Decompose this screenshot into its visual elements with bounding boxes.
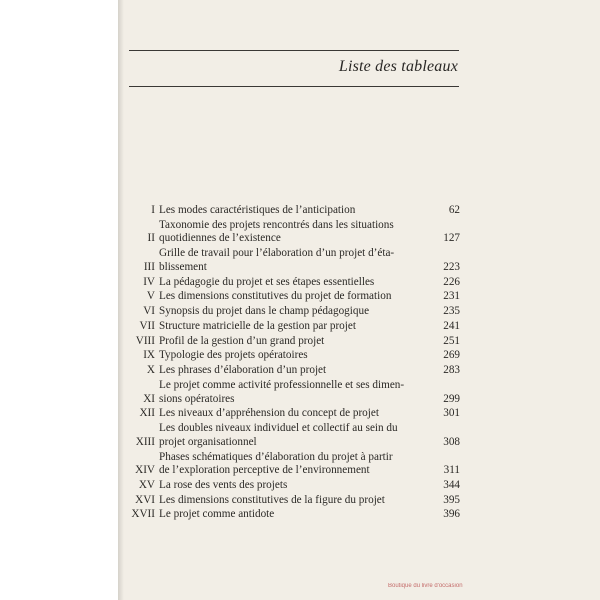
table-title-line: blissement	[159, 260, 207, 273]
table-title	[159, 422, 426, 449]
page-number: 62	[448, 204, 460, 216]
list-item	[120, 349, 460, 363]
list-item	[120, 364, 460, 378]
page-number: 269	[443, 349, 460, 362]
page-number: 231	[443, 290, 460, 303]
page-number: 235	[443, 305, 460, 318]
list-item	[120, 494, 460, 508]
list-item	[120, 422, 460, 449]
table-title	[159, 335, 426, 349]
table-number: XII	[139, 407, 155, 420]
table-title	[159, 305, 426, 319]
page-number: 308	[443, 435, 460, 448]
list-item	[120, 320, 460, 334]
table-title-line: de l’exploration perceptive de l’environnement	[159, 464, 370, 477]
table-title-line: Le projet comme activité professionnelle et ses dimen-	[159, 379, 405, 391]
list-item	[120, 379, 460, 406]
page-number: 283	[443, 364, 460, 377]
list-item	[120, 335, 460, 349]
table-title-line: Structure matricielle de la gestion par projet	[159, 319, 356, 332]
table-title	[159, 364, 426, 378]
list-item	[120, 247, 460, 274]
page-number: 344	[443, 478, 460, 491]
table-title-line: Les dimensions constitutives du projet de formation	[159, 290, 392, 303]
list-item	[120, 305, 460, 319]
list-item	[120, 407, 460, 421]
table-title	[159, 379, 426, 406]
table-title-line: Taxonomie des projets rencontrés dans les situations	[159, 218, 394, 231]
page-number: 311	[443, 464, 460, 477]
table-title	[159, 349, 426, 363]
list-item	[120, 219, 460, 246]
table-title-line: Grille de travail pour l’élaboration d’un projet d’éta-	[159, 247, 395, 260]
list-item	[120, 451, 460, 478]
table-title	[159, 508, 426, 522]
table-title	[159, 276, 426, 290]
table-number: XI	[143, 392, 155, 405]
table-title	[159, 219, 426, 246]
list-item	[120, 276, 460, 290]
table-number: XIII	[135, 435, 155, 448]
table-title	[159, 479, 426, 493]
table-number: VII	[139, 319, 155, 332]
page-number: 395	[443, 493, 460, 506]
table-number: X	[146, 364, 155, 377]
page-title: Liste des tableaux	[338, 58, 458, 75]
table-number: XVI	[135, 493, 155, 506]
list-item	[120, 204, 460, 218]
table-title	[159, 204, 426, 218]
page-number: 226	[443, 275, 460, 288]
table-number: II	[147, 232, 155, 245]
page-number: 251	[443, 334, 460, 347]
table-title-line: projet organisationnel	[159, 435, 257, 448]
table-title	[159, 247, 426, 274]
page-number: 299	[443, 392, 460, 405]
list-item	[120, 508, 460, 522]
table-number: IX	[143, 349, 155, 362]
table-title-line: Les niveaux d’appréhension du concept de projet	[159, 407, 379, 420]
table-title	[159, 494, 426, 508]
table-number: I	[151, 204, 155, 216]
table-title-line: Le projet comme antidote	[159, 508, 275, 521]
table-title	[159, 290, 426, 304]
table-title-line: Les doubles niveaux individuel et collectif au sein du	[159, 422, 398, 435]
table-title	[159, 451, 426, 478]
list-item	[120, 479, 460, 493]
list-item	[120, 290, 460, 304]
table-number: III	[143, 260, 155, 273]
table-list	[120, 204, 460, 523]
header-rule	[129, 86, 459, 87]
table-number: XVII	[131, 508, 155, 521]
table-title-line: La pédagogie du projet et ses étapes essentielles	[159, 275, 375, 288]
table-title-line: Phases schématiques d’élaboration du projet à partir	[159, 450, 393, 463]
table-title-line: Profil de la gestion d’un grand projet	[159, 334, 325, 347]
table-title	[159, 320, 426, 334]
table-title-line: Synopsis du projet dans le champ pédagogique	[159, 305, 370, 318]
top-rule	[129, 50, 459, 51]
page-number: 223	[443, 260, 460, 273]
watermark-text: Boutique du livre d'occasion	[388, 583, 463, 589]
page-number: 396	[443, 508, 460, 521]
table-title-line: Les dimensions constitutives de la figure du projet	[159, 493, 385, 506]
table-title-line: Les modes caractéristiques de l’anticipation	[159, 204, 356, 216]
table-title-line: La rose des vents des projets	[159, 478, 288, 491]
table-number: IV	[143, 275, 155, 288]
table-number: VIII	[135, 334, 155, 347]
table-title	[159, 407, 426, 421]
table-number: XV	[138, 478, 155, 491]
page-number: 241	[443, 319, 460, 332]
page-number: 301	[443, 407, 460, 420]
table-number: XIV	[135, 464, 155, 477]
table-title-line: quotidiennes de l’existence	[159, 232, 281, 245]
table-title-line: sions opératoires	[159, 392, 235, 405]
page-number: 127	[443, 232, 460, 245]
table-number: V	[146, 290, 155, 303]
table-number: VI	[143, 305, 155, 318]
table-title-line: Typologie des projets opératoires	[159, 349, 308, 362]
table-title-line: Les phrases d’élaboration d’un projet	[159, 364, 327, 377]
